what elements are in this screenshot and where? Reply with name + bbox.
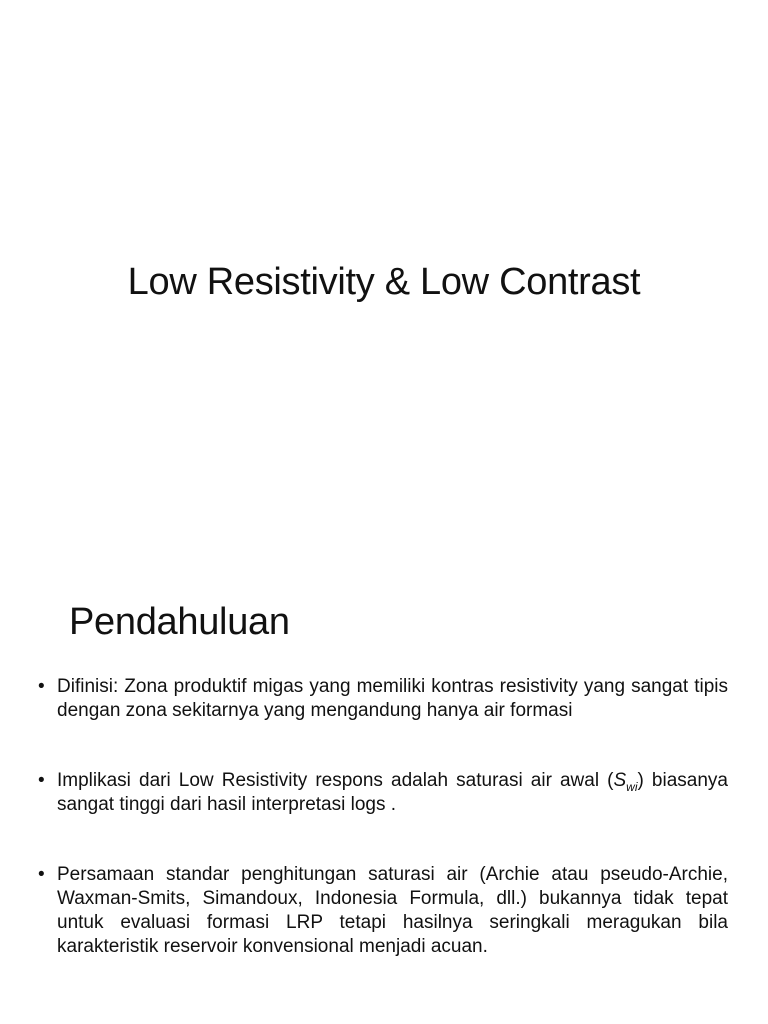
bullet-dot-icon: • <box>38 676 45 697</box>
bullet-text: Difinisi: Zona produktif migas yang memiliki kontras resistivity yang sangat tipis dengan zona sekitarnya yang mengandung hanya air formasi <box>57 676 728 721</box>
bullet-text: Persamaan standar penghitungan saturasi air (Archie atau pseudo-Archie, Waxman-Smits, Simandoux, Indonesia Formula, dll.) bukannya tidak tepat untuk evaluasi formasi LRP tetapi hasilnya seringkali meragukan bila karakteristik reservoir konvensional menjadi acuan. <box>57 864 728 957</box>
bullet-dot-icon: • <box>38 864 45 885</box>
slide-title: Low Resistivity & Low Contrast <box>127 261 641 303</box>
bullet-item-equations <box>38 863 728 959</box>
bullet-text-after: ) biasanya sangat tinggi dari hasil interpretasi logs . <box>57 770 728 815</box>
bullet-list <box>38 675 728 959</box>
symbol-main: S <box>613 770 627 791</box>
section-heading: Pendahuluan <box>69 601 290 643</box>
bullet-dot-icon: • <box>38 770 45 791</box>
bullet-text-before: Implikasi dari Low Resistivity respons adalah saturasi air awal ( <box>57 770 614 791</box>
bullet-item-implication <box>38 769 728 817</box>
symbol-subscript: wi <box>626 779 638 794</box>
bullet-item-definition <box>38 675 728 723</box>
